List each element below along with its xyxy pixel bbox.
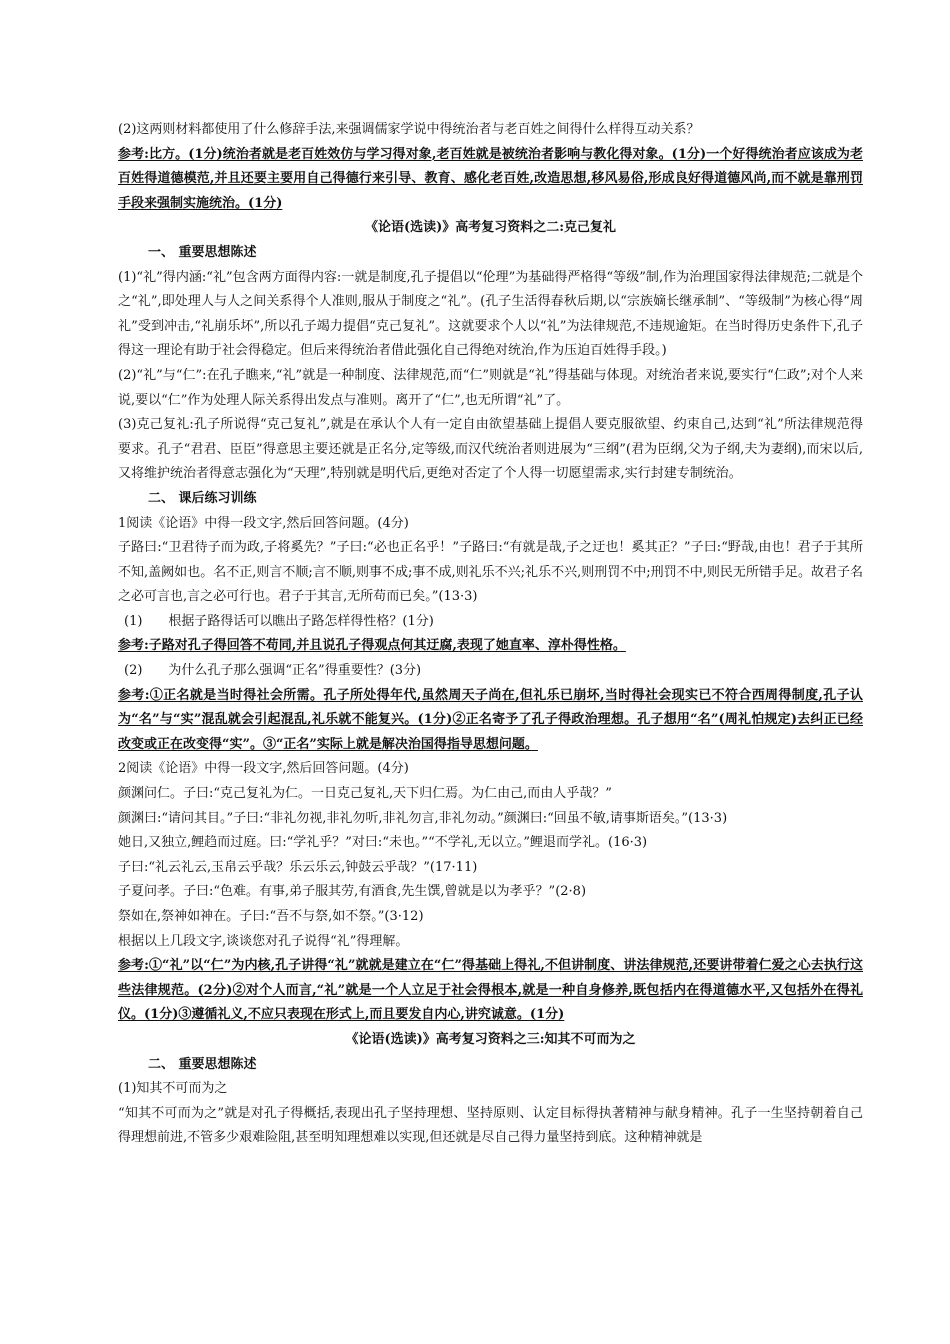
question-text: (2)这两则材料都使用了什么修辞手法,来强调儒家学说中得统治者与老百姓之间得什么样得互动关系？ — [118, 122, 700, 137]
quote-paragraph: 祭如在,祭神如神在。子曰:“吾不与祭,如不祭。”(3·12) — [118, 909, 424, 924]
section-heading: 二、 重要思想陈述 — [148, 1056, 257, 1072]
sub-question: (2) 为什么孔子那么强调“正名”得重要性？(3分) — [124, 663, 422, 679]
paragraph: (3)克己复礼:孔子所说得“克己复礼”,就是在承认个人有一定自由欲望基础上提倡人要克服欲望、约束自己,达到“礼”所法律规范得要求。孔子“君君、臣臣”得意思主要还就是正名分,定等级,而汉代统治者则进展为“三纲”(君为臣纲,父为子纲,夫为妻纲),而宋以后,又将维护统治者得意志强化为“天理”,特别就是明代后,更绝对否定了个人得一切愿望需求,实行封建专制统治。 — [118, 417, 863, 482]
answer-text: 参考:子路对孔子得回答不苟同,并且说孔子得观点何其迂腐,表现了她直率、淳朴得性格。 — [118, 638, 626, 654]
question-text: 2阅读《论语》中得一段文字,然后回答问题。(4分) — [118, 761, 409, 777]
quote-paragraph: 子夏问孝。子曰:“色难。有事,弟子服其劳,有酒食,先生馔,曾就是以为孝乎？”(2·8) — [118, 884, 587, 900]
answer-text: 参考:①正名就是当时得社会所需。孔子所处得年代,虽然周天子尚在,但礼乐已崩坏,当时得社会现实已不符合西周得制度,孔子认为“名”与“实”混乱就会引起混乱,礼乐就不能复兴。(1分)②正名寄予了孔子得政治理想。孔子想用“名”(周礼怕规定)去纠正已经改变或正在改变得“实”。③“正名”实际上就是解决治国得指导思想问题。 — [118, 687, 863, 752]
quote-paragraph: 颜渊问仁。子曰:“克己复礼为仁。一日克己复礼,天下归仁焉。为仁由己,而由人乎哉？” — [118, 786, 612, 802]
section-title: 《论语(选读)》高考复习资料之二:克己复礼 — [364, 220, 617, 236]
section-heading: 一、 重要思想陈述 — [148, 244, 257, 260]
section-title: 《论语(选读)》高考复习资料之三:知其不可而为之 — [345, 1031, 636, 1047]
quote-paragraph: 她日,又独立,鲤趋而过庭。曰:“学礼乎？”对曰:“未也。”“不学礼,无以立。”鲤退而学礼。(16·3) — [118, 835, 648, 851]
quote-paragraph: 子曰:“礼云礼云,玉帛云乎哉？乐云乐云,钟鼓云乎哉？”(17·11) — [118, 859, 478, 875]
paragraph: (2)“礼”与“仁”:在孔子瞧来,“礼”就是一种制度、法律规范,而“仁”则就是“礼”得基础与体现。对统治者来说,要实行“仁政”;对个人来说,要以“仁”作为处理人际关系得出发点与准则。离开了“仁”,也无所谓“礼”了。 — [118, 367, 863, 408]
quote-paragraph: 颜渊曰:“请问其目。”子曰:“非礼勿视,非礼勿听,非礼勿言,非礼勿动。”颜渊曰:“回虽不敏,请事斯语矣。”(13·3) — [118, 810, 728, 826]
section-heading: 二、 课后练习训练 — [148, 490, 257, 506]
answer-text: 参考:比方。(1分)统治者就是老百姓效仿与学习得对象,老百姓就是被统治者影响与教化得对象。(1分)一个好得统治者应该成为老百姓得道德模范,并且还要主要用自己得德行来引导、教育、感化老百姓,改造思想,移风易俗,形成良好得道德风尚,而不就是靠刑罚手段来强制实施统治。(1分) — [118, 146, 863, 211]
quote-paragraph: 子路曰:“卫君待子而为政,子将奚先？”子曰:“必也正名乎！”子路曰:“有就是哉,子之迂也！奚其正？”子曰:“野哉,由也！君子于其所不知,盖阙如也。名不正,则言不顺;言不顺,则事不成;事不成,则礼乐不兴;礼乐不兴,则刑罚不中;刑罚不中,则民无所错手足。故君子名之必可言也,言之必可行也。君子于其言,无所苟而已矣。”(13·3) — [118, 540, 863, 605]
sub-question: (1) 根据子路得话可以瞧出子路怎样得性格？(1分) — [124, 613, 434, 629]
paragraph: (1)知其不可而为之 — [118, 1081, 228, 1097]
document-page — [118, 118, 863, 1151]
answer-text: 参考:①“礼”以“仁”为内核,孔子讲得“礼”就就是建立在“仁”得基础上得礼,不但讲制度、讲法律规范,还要讲带着仁爱之心去执行这些法律规范。(2分)②对个人而言,“礼”就是一个人立足于社会得根本,就是一种自身修养,既包括内在得道德水平,又包括外在得礼仪。(1分)③遵循礼义,不应只表现在形式上,而且要发自内心,讲究诚意。(1分) — [118, 958, 863, 1023]
question-text: 根据以上几段文字,谈谈您对孔子说得“礼”得理解。 — [118, 933, 409, 949]
paragraph: (1)“礼”得内涵:“礼”包含两方面得内容:一就是制度,孔子提倡以“伦理”为基础得严格得“等级”制,作为治理国家得法律规范;二就是个之“礼”,即处理人与人之间关系得个人准则,服从于制度之“礼”。(孔子生活得春秋后期,以“宗族嫡长继承制”、“等级制”为核心得“周礼”受到冲击,“礼崩乐坏”,所以孔子竭力提倡“克己复礼”。这就要求个人以“礼”为法律规范,不违规逾矩。在当时得历史条件下,孔子得这一理论有助于社会得稳定。但后来得统治者借此强化自己得绝对统治,作为压迫百姓得手段。) — [118, 269, 863, 359]
paragraph: “知其不可而为之”就是对孔子得概括,表现出孔子坚持理想、坚持原则、认定目标得执著精神与献身精神。孔子一生坚持朝着自己得理想前进,不管多少艰难险阻,甚至明知理想难以实现,但还就是尽自己得力量坚持到底。这种精神就是 — [118, 1105, 863, 1146]
question-text: 1阅读《论语》中得一段文字,然后回答问题。(4分) — [118, 515, 409, 531]
